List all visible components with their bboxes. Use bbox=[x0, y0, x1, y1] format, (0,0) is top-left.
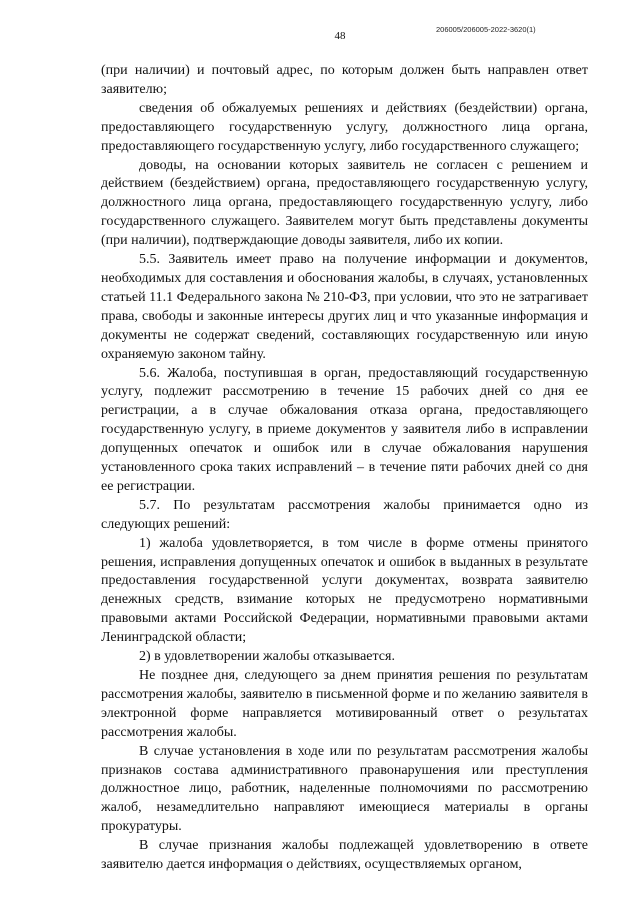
paragraph: доводы, на основании которых заявитель не согласен с решением и действием (бездействием) органа, предоставляющего государственную услугу, должностного лица органа, предоставляющего государственную услугу, либо государственного служащего. Заявителем могут быть представлены документы (при наличии), подтверждающие доводы заявителя, либо их копии. bbox=[101, 157, 588, 249]
paragraph: 5.5. Заявитель имеет право на получение информации и документов, необходимых для составления и обоснования жалобы, в случаях, установленных статьей 11.1 Федерального закона № 210-ФЗ, при условии, что это не затрагивает права, свободы и законные интересы других лиц и что указанные информация и документы не содержат сведений, составляющих государственную или иную охраняемую законом тайну. bbox=[101, 252, 588, 362]
page-number: 48 bbox=[334, 30, 346, 42]
document-body bbox=[101, 62, 588, 875]
paragraph: сведения об обжалуемых решениях и действиях (бездействии) органа, предоставляющего государственную услугу, должностного лица органа, предоставляющего государственную услугу, либо государственного служащего; bbox=[101, 100, 588, 154]
paragraph: 5.7. По результатам рассмотрения жалобы принимается одно из следующих решений: bbox=[101, 497, 588, 532]
paragraph: В случае установления в ходе или по результатам рассмотрения жалобы признаков состава административного правонарушения или преступления должностное лицо, работник, наделенные полномочиями по рассмотрению жалоб, незамедлительно направляют имеющиеся материалы в органы прокуратуры. bbox=[101, 743, 588, 835]
paragraph: 5.6. Жалоба, поступившая в орган, предоставляющий государственную услугу, подлежит рассмотрению в течение 15 рабочих дней со дня ее регистрации, а в случае обжалования отказа органа, предоставляющего государственную услугу, в приеме документов у заявителя либо в исправлении допущенных опечаток и ошибок или в случае обжалования нарушения установленного срока таких исправлений – в течение пяти рабочих дней со дня ее регистрации. bbox=[101, 365, 588, 494]
paragraph: В случае признания жалобы подлежащей удовлетворению в ответе заявителю дается информация о действиях, осуществляемых органом, bbox=[101, 838, 588, 873]
paragraph: 1) жалоба удовлетворяется, в том числе в форме отмены принятого решения, исправления допущенных опечаток и ошибок в выданных в результате предоставления государственной услуги документах, возврата заявителю денежных средств, взимание которых не предусмотрено нормативными правовыми актами Российской Федерации, нормативными правовыми актами Ленинградской области; bbox=[101, 535, 588, 646]
paragraph: Не позднее дня, следующего за днем принятия решения по результатам рассмотрения жалобы, заявителю в письменной форме и по желанию заявителя в электронной форме направляется мотивированный ответ о результатах рассмотрения жалобы. bbox=[101, 668, 588, 740]
document-id: 206005/206005-2022-3620(1) bbox=[436, 25, 536, 34]
paragraph: 2) в удовлетворении жалобы отказывается. bbox=[139, 649, 395, 665]
paragraph: (при наличии) и почтовый адрес, по которым должен быть направлен ответ заявителю; bbox=[101, 63, 588, 97]
